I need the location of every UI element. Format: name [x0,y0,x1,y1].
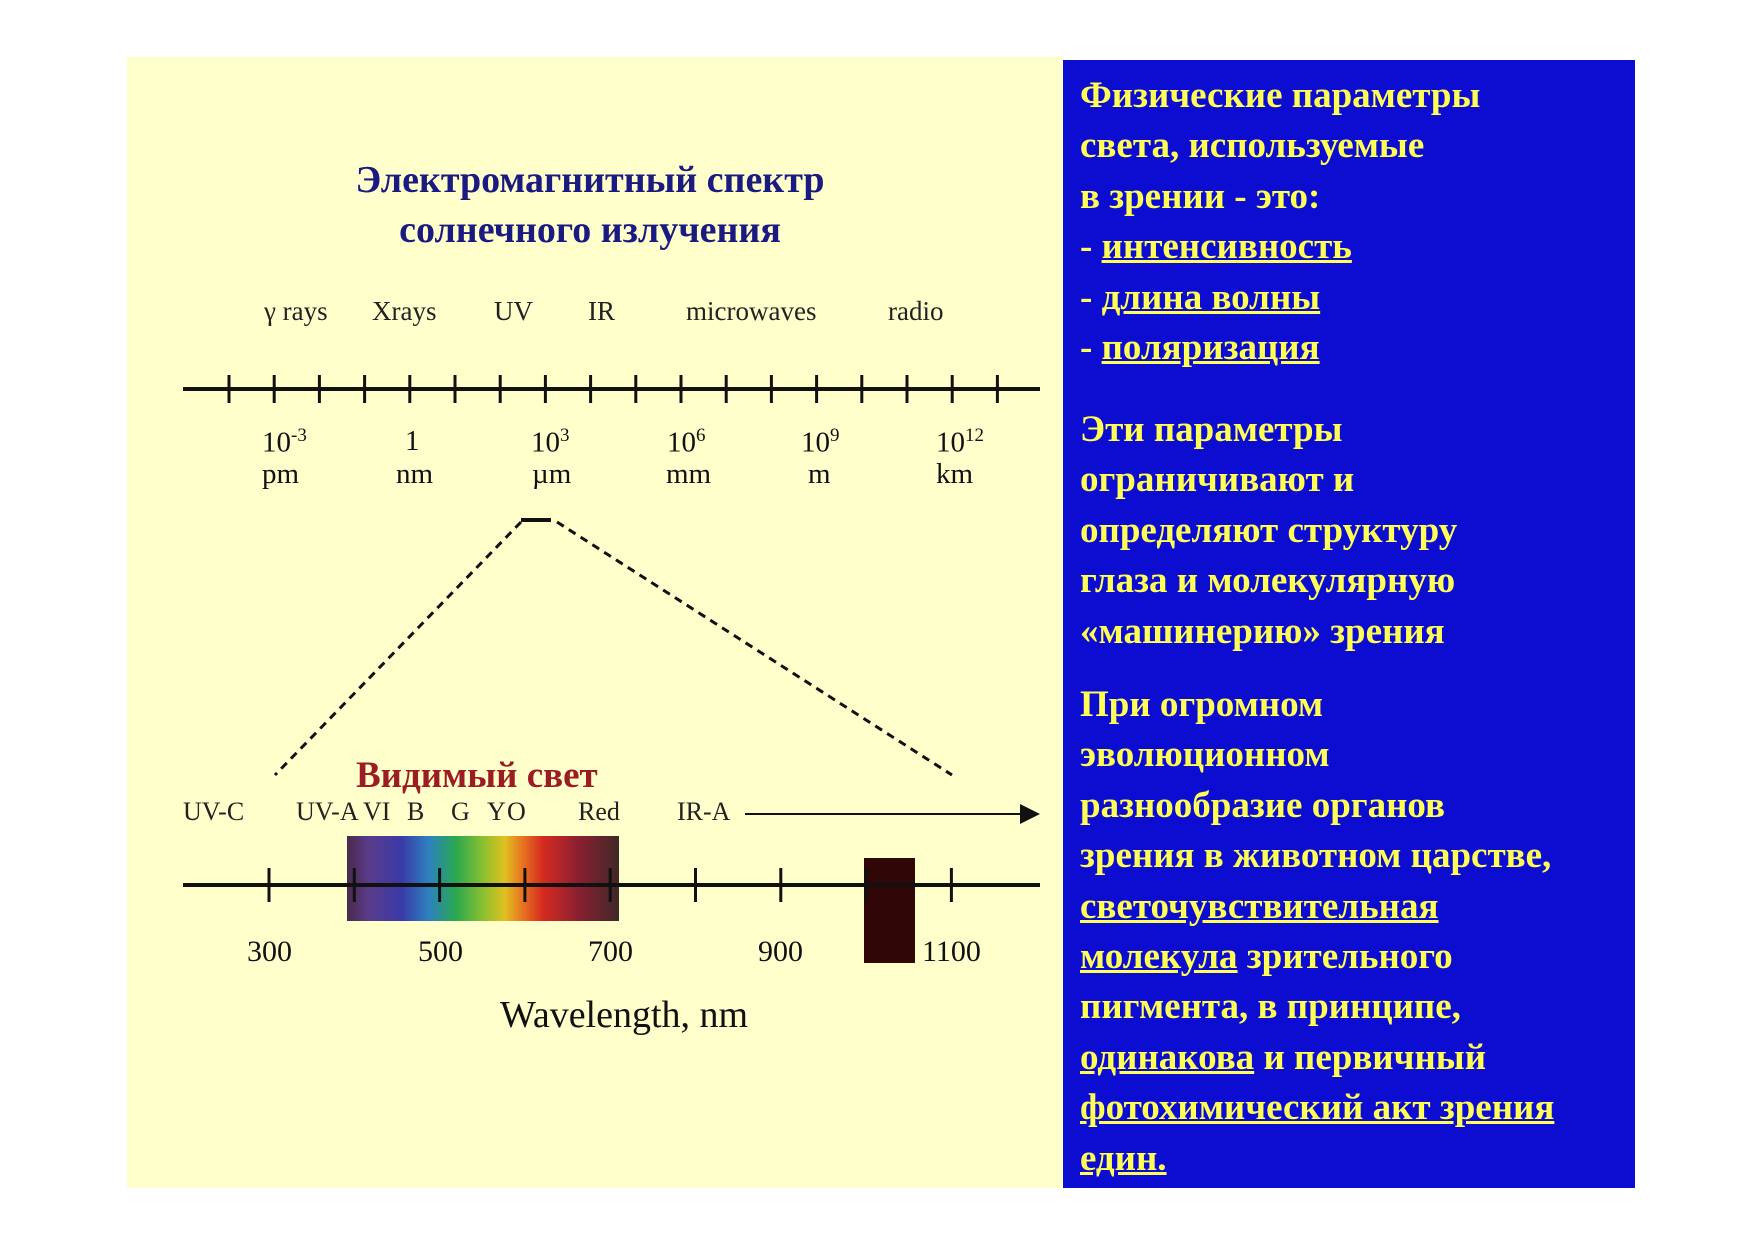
zoom-dashed-left [275,522,521,775]
p3-line5: светочувствительная [1080,885,1439,927]
p3-line10: един. [1080,1137,1167,1179]
label-uv-a: UV-A [296,797,359,826]
p3-line8: одинакова и первичный [1080,1036,1487,1078]
band-radio: radio [888,296,944,326]
band-gamma-rays: γ rays [264,296,328,326]
scale-label-um: $10^3$ [531,425,570,459]
p2-line4: глаза и молекулярную [1080,560,1456,602]
tick-label-500: 500 [418,935,463,968]
label-orange: O [507,797,526,826]
band-xrays: Xrays [372,296,437,326]
label-yellow: Y [487,797,506,826]
label-ir-a: IR-A [677,797,731,826]
band-microwaves: microwaves [686,296,817,326]
scale-unit-m: m [808,458,831,490]
scale-unit-km: km [936,458,974,490]
zoom-dashed-right [557,522,952,775]
p1-line2: света, используемые [1080,125,1425,167]
p3-line2: эволюционном [1080,734,1330,776]
label-red: Red [578,797,620,826]
scale-unit-nm: nm [396,458,434,490]
p3-line1: При огромном [1080,684,1324,725]
scale-label-pm: $10^{-3}$ [262,425,307,459]
p3-line6: молекула зрительного [1080,936,1453,978]
scale-label-km: $10^{12}$ [936,425,984,459]
visible-spectrum-bar [347,836,619,921]
label-green: G [451,797,470,826]
label-blue: B [407,797,425,826]
scale-unit-mm: mm [666,458,712,490]
scale-unit-pm: pm [262,458,300,490]
list-item-wavelength: - длина волны [1080,276,1321,318]
p3-line4: зрения в животном царстве, [1080,835,1552,877]
p2-line1: Эти параметры [1080,409,1343,450]
scale-label-mm: $10^6$ [667,425,706,459]
tick-label-300: 300 [247,935,292,968]
p1-line3: в зрении - это: [1080,175,1321,217]
scale-unit-um: µm [532,458,572,490]
label-uv-c: UV-C [183,797,245,826]
band-ir: IR [588,296,615,326]
ir-absorption-block [864,858,915,963]
p3-line3: разнообразие органов [1080,784,1445,826]
panel-paragraph-3 [1080,680,1625,1184]
visible-light-title: Видимый свет [356,755,598,796]
axis-title: Wavelength, nm [500,994,749,1036]
band-uv: UV [494,296,533,326]
tick-label-1100: 1100 [922,935,981,968]
p1-line1: Физические параметры [1080,75,1481,116]
tick-label-700: 700 [588,935,633,968]
p3-line9: фотохимический акт зрения [1080,1087,1555,1129]
diagram-title-line1: Электромагнитный спектр [355,159,825,201]
p2-line2: ограничивают и [1080,459,1355,501]
list-item-intensity: - интенсивность [1080,226,1352,268]
scale-label-nm: 1 [405,425,420,457]
label-violet: VI [363,797,391,826]
diagram-title-line2: солнечного излучения [399,209,781,251]
p2-line3: определяют структуру [1080,509,1458,551]
scale-label-m: $10^9$ [801,425,840,459]
panel-paragraph-2 [1080,405,1625,657]
panel-paragraph-1 [1080,71,1625,373]
list-item-polarization: - поляризация [1080,327,1320,369]
p3-line7: пигмента, в принципе, [1080,986,1461,1028]
tick-label-900: 900 [758,935,803,968]
p2-line5: «машинерию» зрения [1080,610,1445,652]
